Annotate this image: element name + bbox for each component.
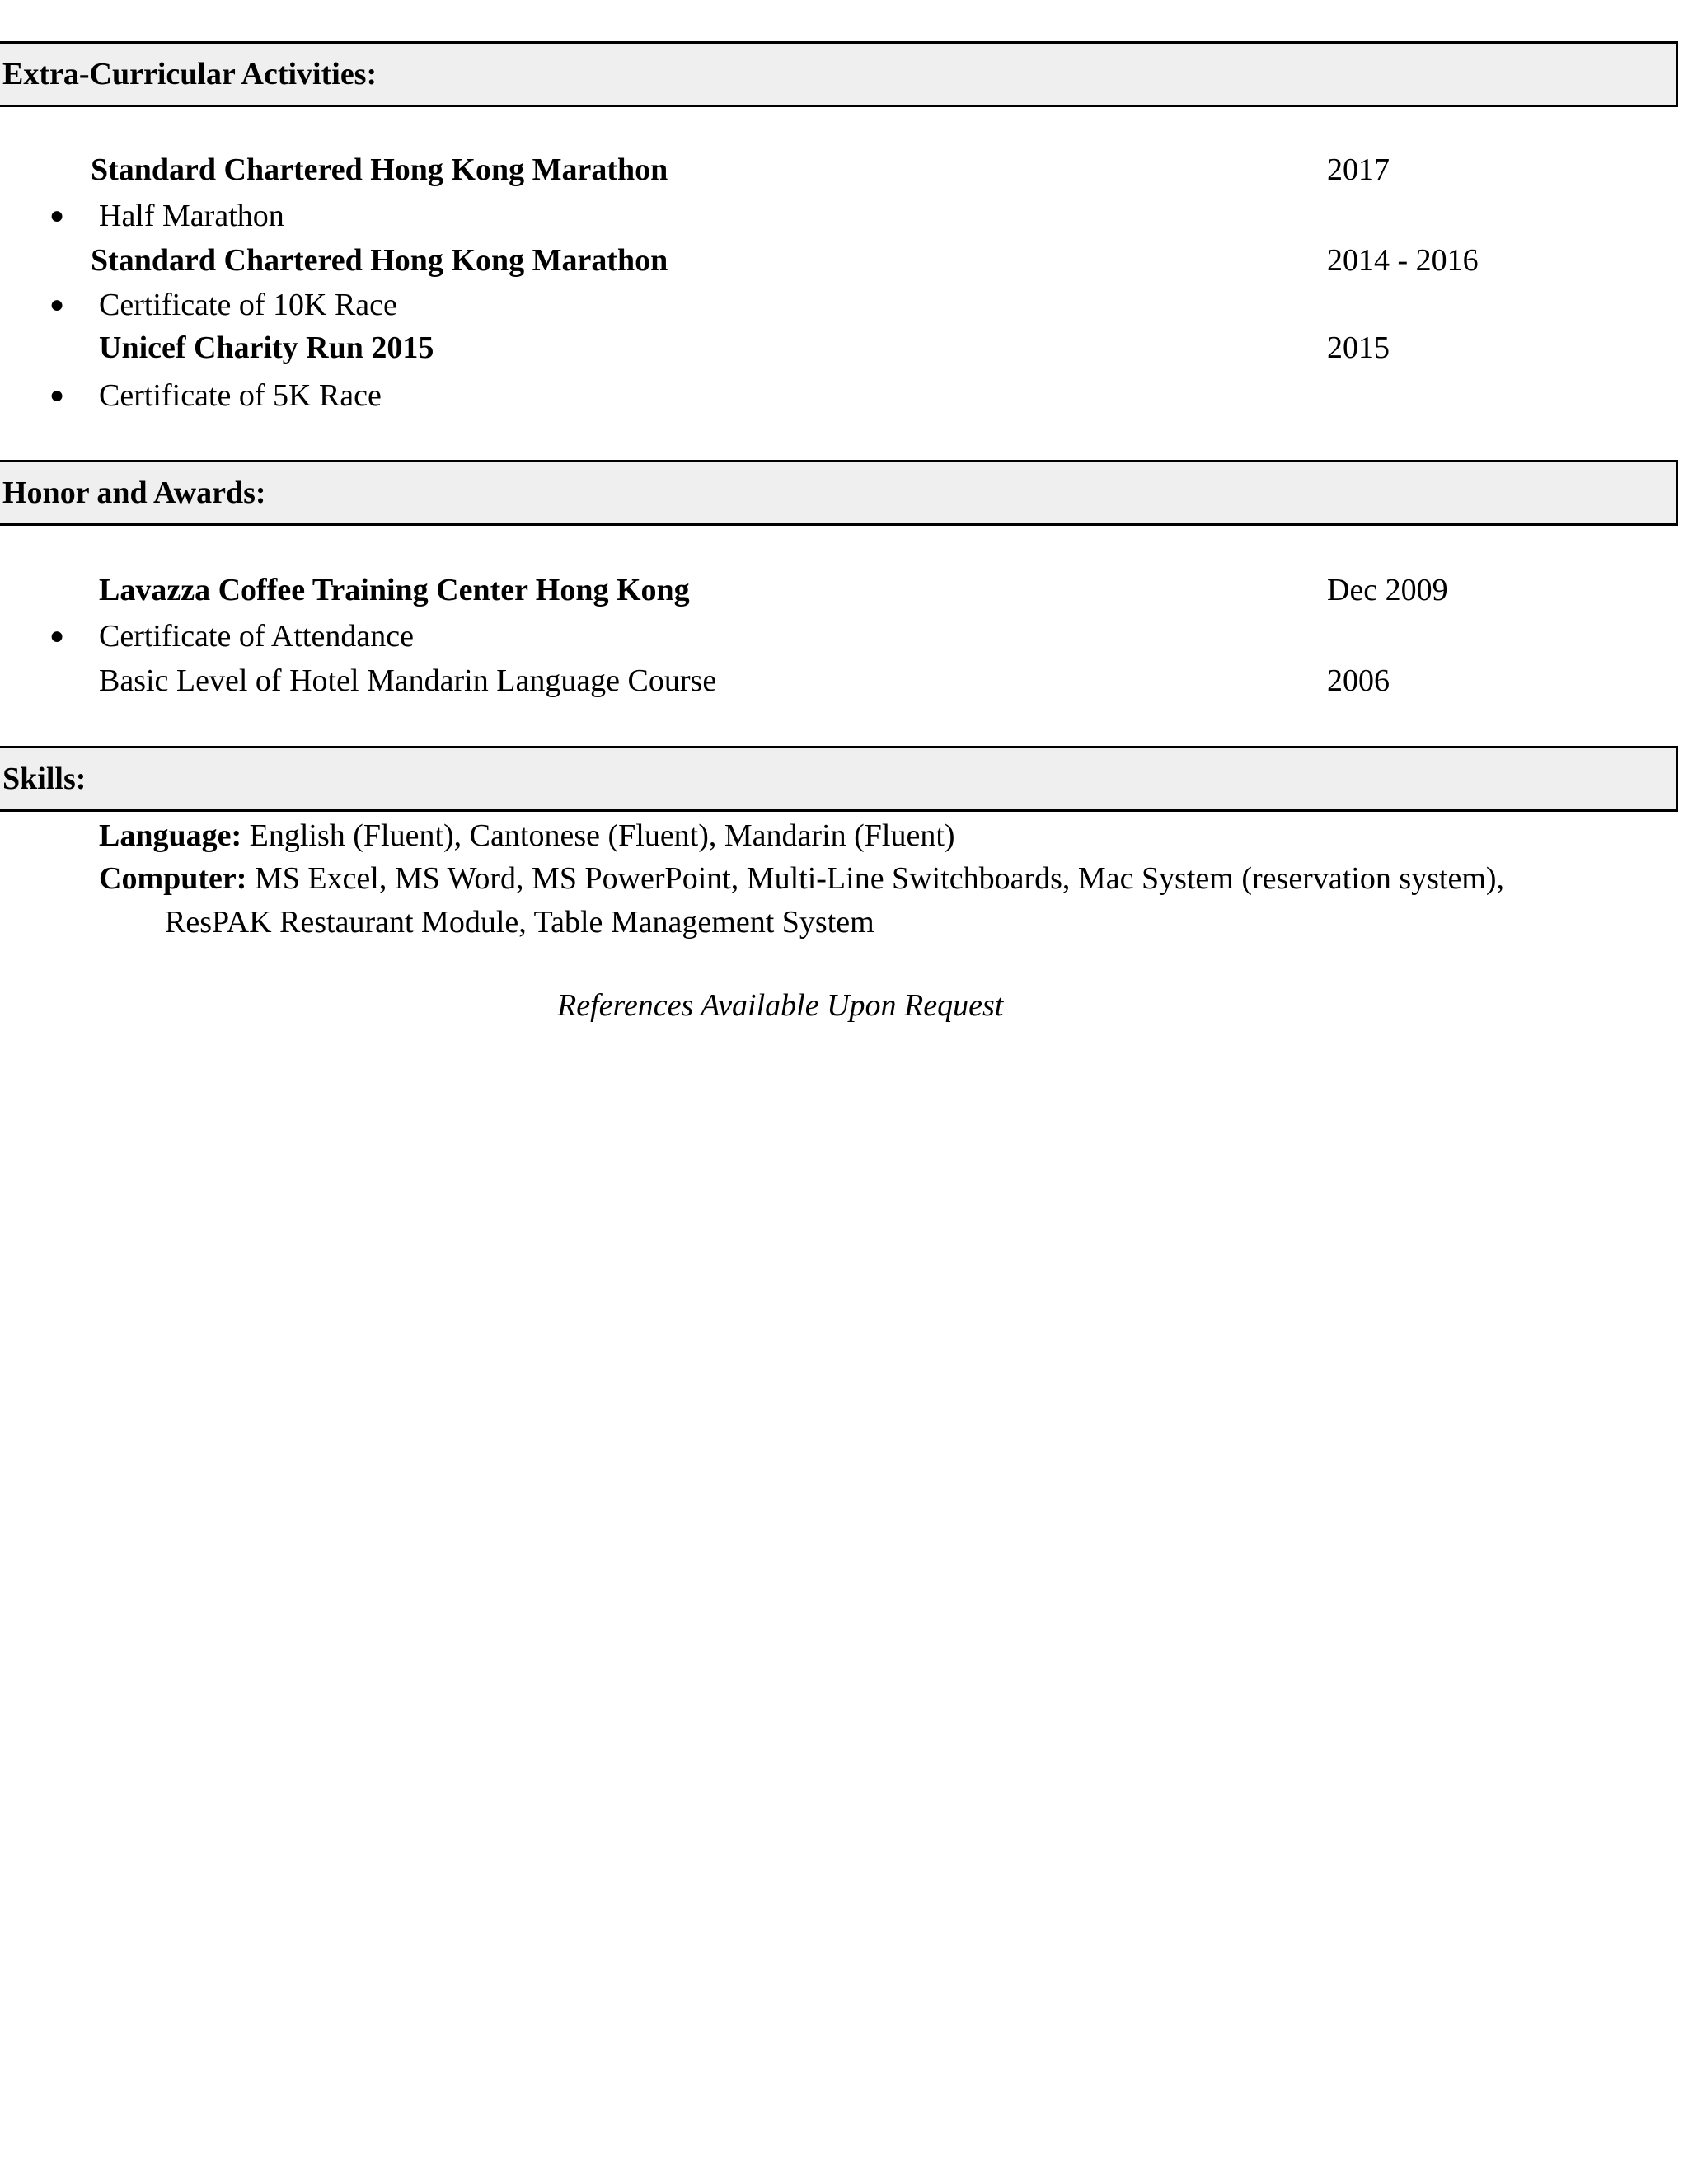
computer-label: Computer: xyxy=(99,861,247,896)
award-title: Lavazza Coffee Training Center Hong Kong xyxy=(99,573,690,607)
award-bullet-text: Certificate of Attendance xyxy=(99,619,414,654)
computer-value-continued: ResPAK Restaurant Module, Table Management System xyxy=(165,905,874,940)
references-note: References Available Upon Request xyxy=(557,988,1004,1023)
activity-title: Unicef Charity Run 2015 xyxy=(99,330,434,365)
computer-value: MS Excel, MS Word, MS PowerPoint, Multi-Line Switchboards, Mac System (reservation system), xyxy=(246,861,1505,896)
bullet-icon: ● xyxy=(49,622,65,649)
bullet-icon: ● xyxy=(49,202,65,229)
extra-curricular-header: Extra-Curricular Activities: xyxy=(0,41,1678,107)
award-date: Dec 2009 xyxy=(1327,573,1448,607)
activity-date: 2015 xyxy=(1327,330,1390,365)
skills-computer xyxy=(99,860,1504,897)
activity-title: Standard Chartered Hong Kong Marathon xyxy=(91,243,668,278)
activity-title: Standard Chartered Hong Kong Marathon xyxy=(91,152,668,187)
skills-language xyxy=(99,818,955,854)
activity-bullet-text: Certificate of 5K Race xyxy=(99,378,382,413)
activity-date: 2014 - 2016 xyxy=(1327,243,1479,278)
activity-bullet-text: Half Marathon xyxy=(99,199,284,233)
award-title: Basic Level of Hotel Mandarin Language Course xyxy=(99,663,717,698)
honors-header: Honor and Awards: xyxy=(0,460,1678,526)
award-date: 2006 xyxy=(1327,663,1390,698)
bullet-icon: ● xyxy=(49,291,65,318)
language-value: English (Fluent), Cantonese (Fluent), Mandarin (Fluent) xyxy=(241,818,955,853)
language-label: Language: xyxy=(99,818,242,853)
skills-header: Skills: xyxy=(0,746,1678,812)
bullet-icon: ● xyxy=(49,382,65,409)
activity-date: 2017 xyxy=(1327,152,1390,187)
activity-bullet-text: Certificate of 10K Race xyxy=(99,288,397,322)
